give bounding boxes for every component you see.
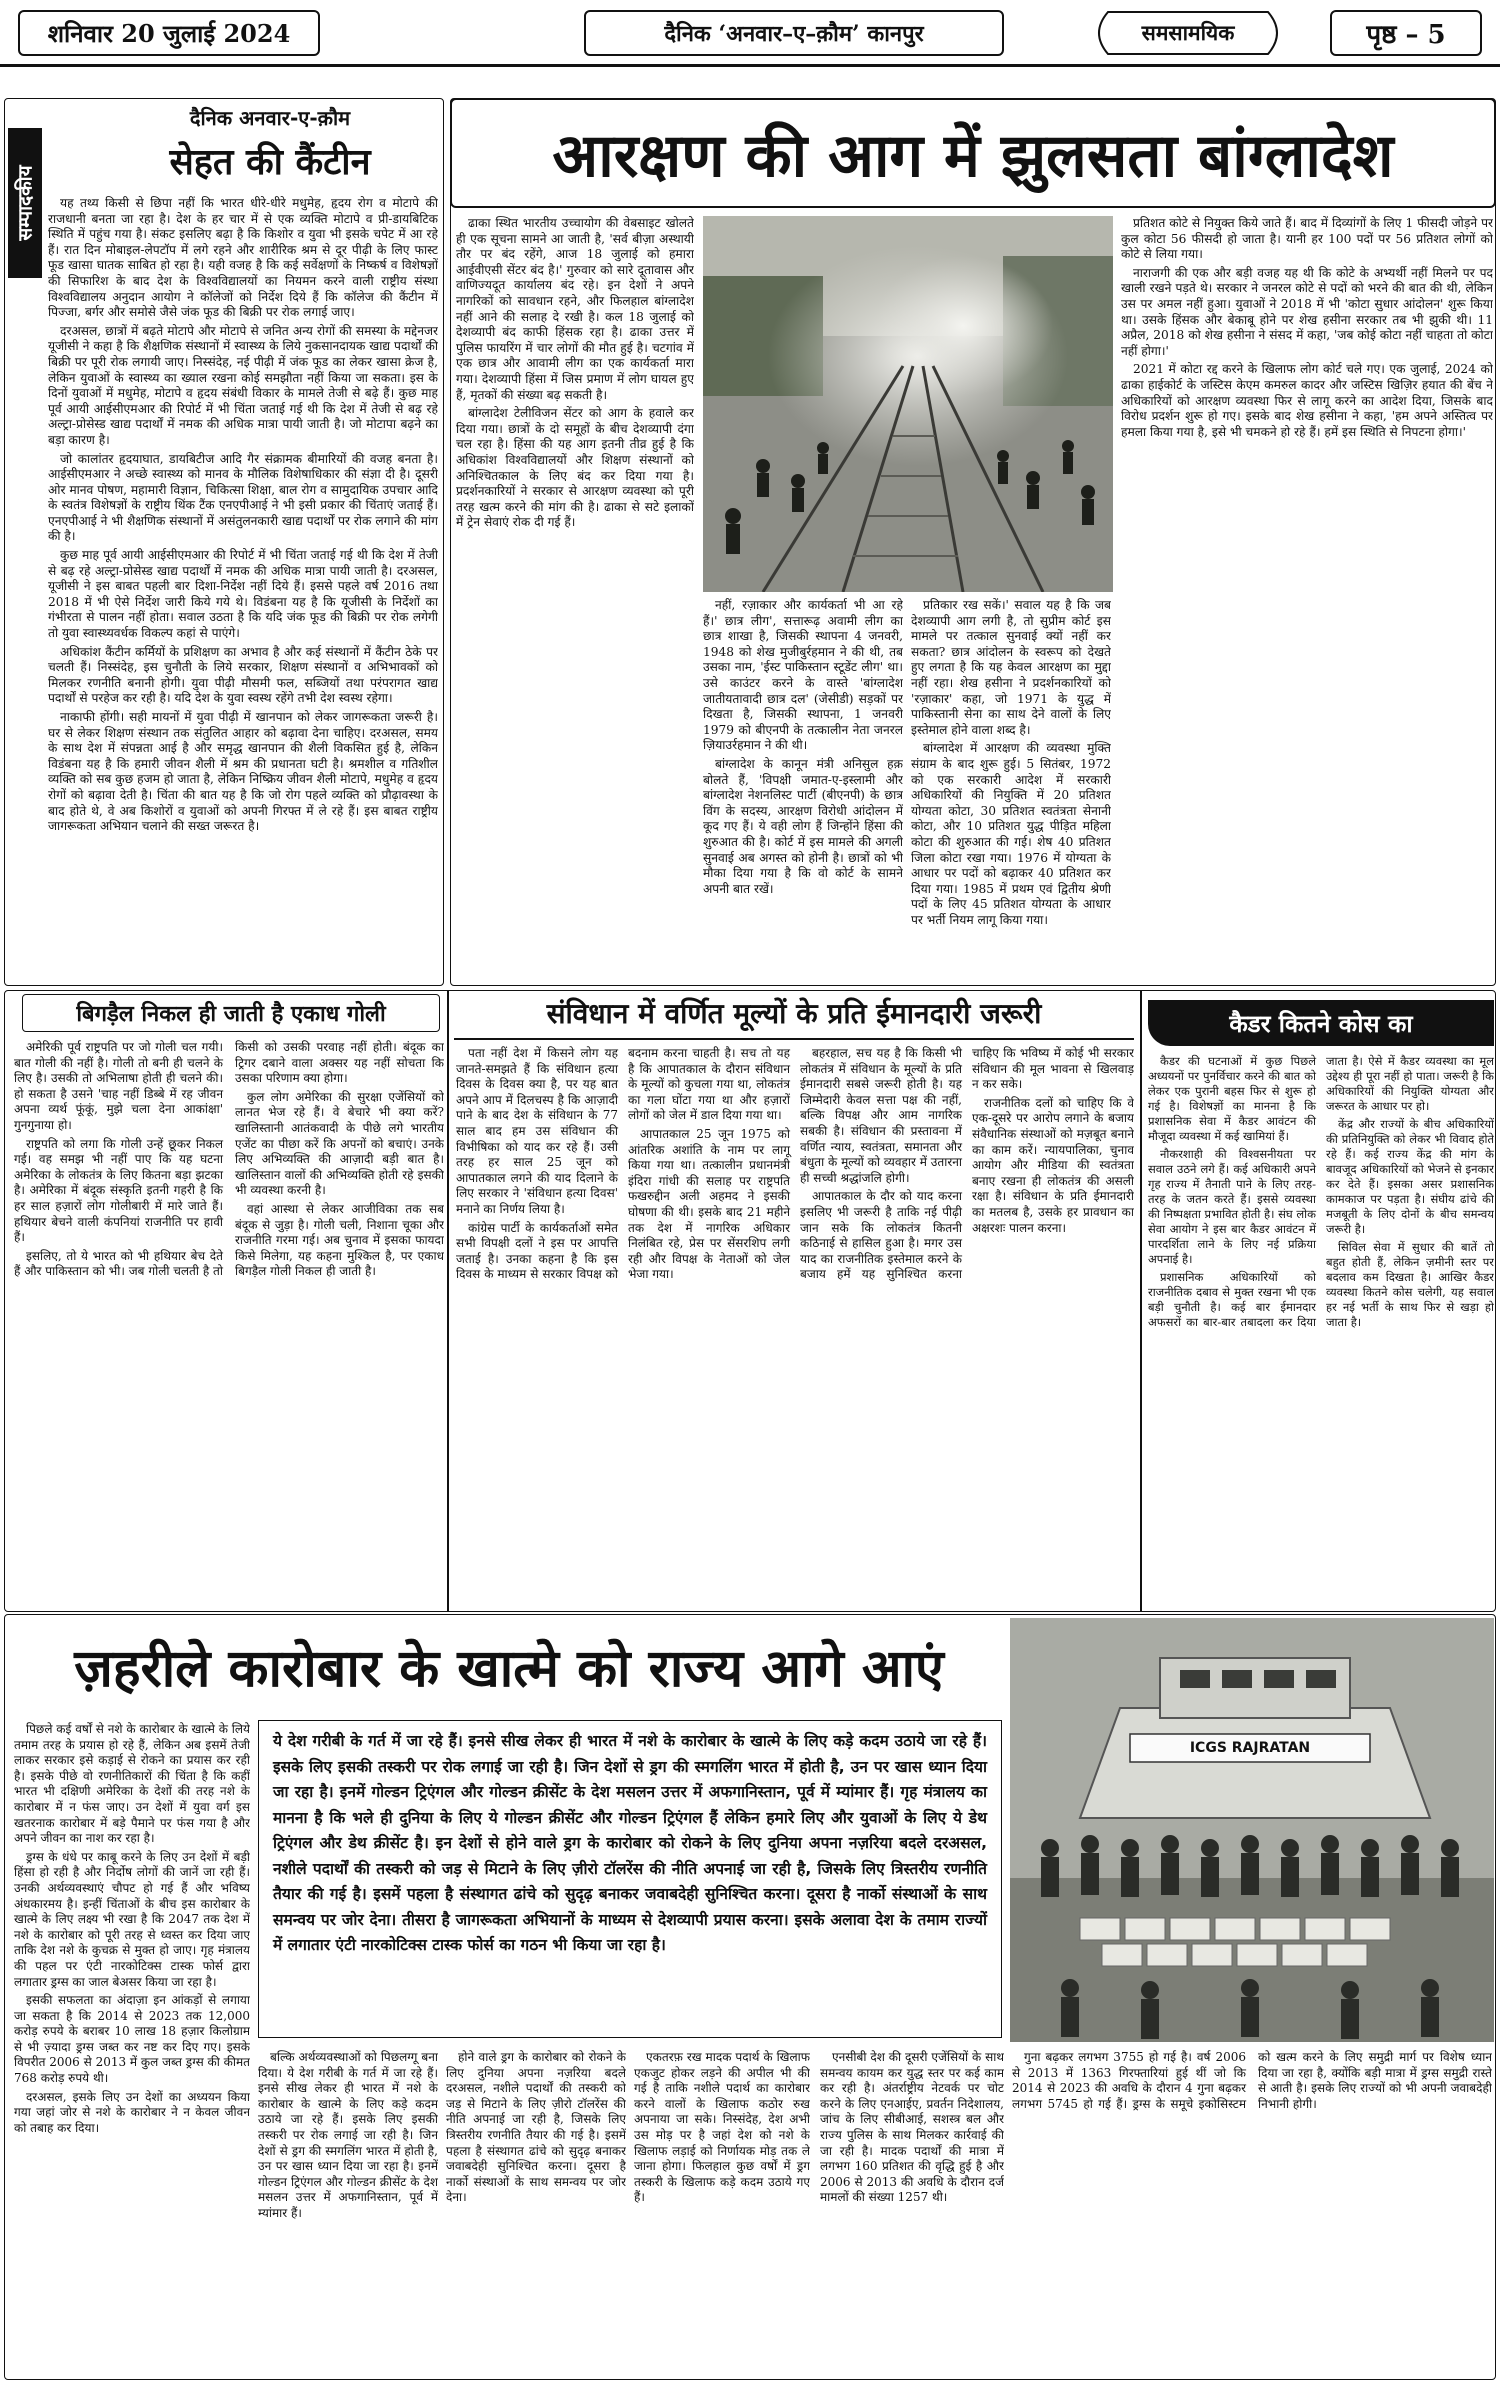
cadre-para: सिविल सेवा में सुधार की बातें तो बहुत होती हैं, लेकिन ज़मीनी स्तर पर बदलाव कम दिखता है। आखिर कैडर व्यवस्था कितने कोस चलेगी, यह सवाल हर नई भर्ती के साथ फिर से खड़ा हो जाता है। xyxy=(1326,1240,1494,1329)
cadre-para: केंद्र और राज्यों के बीच अधिकारियों की प्रतिनियुक्ति को लेकर भी विवाद होते रहे हैं। कई राज्य केंद्र की मांग के बावजूद अधिकारियों को भेजने से इनकार कर देते हैं। इसका असर प्रशासनिक कामकाज पर पड़ता है। संघीय ढांचे की मजबूती के लिए दोनों के बीच समन्वय जरूरी है। xyxy=(1326,1117,1494,1236)
lead-para: बांग्लादेश में आरक्षण की व्यवस्था मुक्ति संग्राम के बाद शुरू हुई। 5 सितंबर, 1972 को एक सरकारी आदेश में सरकारी अधिकारियों की नियुक्ति में 20 प्रतिशत योग्यता कोटा, 30 प्रतिशत स्वतंत्रता सेनानी कोटा, और 10 प्रतिशत युद्ध पीड़ित महिला कोटा की शुरुआत की गई। शेष 40 प्रतिशत जिला कोटा रखा गया। 1976 में योग्यता के आधार पर पदों को बढ़ाकर 40 प्रतिशत कर दिया गया। 1985 में प्रथम एवं द्वितीय श्रेणी पदों के लिए 45 प्रतिशत योग्यता के आधार पर भर्ती नियम लागू किया गया। xyxy=(911,741,1111,927)
bullet-para: राष्ट्रपति को लगा कि गोली उन्हें छूकर निकल गई। वह समझ भी नहीं पाए कि यह घटना अमेरिका के लोकतंत्र के लिए कितना बड़ा झटका है। अमेरिका में बंदूक संस्कृति इतनी गहरी है कि हर साल हज़ारों लोग गोलीबारी में मारे जाते हैं। हथियार बेचने वाली कंपनियां राजनीति पर हावी हैं। xyxy=(14,1136,223,1245)
section-label: समसामयिक xyxy=(1141,20,1235,45)
header-date: शनिवार 20 जुलाई 2024 xyxy=(18,10,320,56)
cadre-para: कैडर की घटनाओं में कुछ पिछले अध्ययनों पर पुनर्विचार करने की बात को लेकर एक पुरानी बहस फिर से शुरू हो गई है। विशेषज्ञों का मानना है कि प्रशासनिक सेवा में कैडर आवंटन की मौजूदा व्यवस्था में कई खामियां हैं। xyxy=(1148,1054,1316,1143)
editorial-para: यह तथ्य किसी से छिपा नहीं कि भारत धीरे-धीरे मधुमेह, हृदय रोग व मोटापे की राजधानी बनता जा रहा है। देश के हर चार में से एक व्यक्ति मोटापे व प्री-डायबिटिक स्थिति में पहुंच गया है। संकट इसलिए बढ़ा है कि किशोर व युवा भी इसके चपेट में आ रहे हैं। रात दिन मोबाइल-लेपटॉप में लगे रहने और शारीरिक श्रम से दूर पीढ़ी के लिए फास्ट फूड खासा घातक साबित हो रहा है। यही वजह है कि कई सर्वेक्षणों के निष्कर्ष व विशेषज्ञों की सिफारिश के बाद देश के विश्वविद्यालयों का नियमन करने वाली राष्ट्रीय संस्था विश्वविद्यालय अनुदान आयोग ने कॉलेजों को निर्देश दिये हैं कि कॉलेज की कैंटीन में पिज्जा, बर्गर और समोसे जैसे जंक फूड की बिक्री पर रोक लगाई जाए। xyxy=(48,196,438,320)
lead-para: बांग्लादेश के कानून मंत्री अनिसुल हक़ बोलते हैं, 'विपक्षी जमात-ए-इस्लामी और बांग्लादेश नेशनलिस्ट पार्टी (बीएनपी) के छात्र विंग के सदस्य, आरक्षण विरोधी आंदोलन में कूद गए हैं। ये वही लोग हैं जिन्होंने हिंसा की शुरुआत की है। कोर्ट में इस मामले की अगली सुनवाई अब अगस्त को होनी है। छात्रों को भी मौका दिया गया है कि वो कोर्ट के सामने अपनी बात रखें। xyxy=(703,756,903,896)
drugs-headline: ज़हरीले कारोबार के खात्मे को राज्य आगे आएं xyxy=(74,1638,944,1699)
header-section xyxy=(1088,10,1288,56)
drugs-para: एनसीबी देश की दूसरी एजेंसियों के साथ समन्वय कायम कर युद्ध स्तर पर कई काम कर रही है। अंतर्राष्ट्रीय नेटवर्क पर चोट करने के लिए एनआईए, प्रवर्तन निदेशालय, जांच के लिए सीबीआई, सशस्त्र बल और राज्य पुलिस के साथ मिलकर कार्रवाई की जा रही है। मादक पदार्थों की मात्रा में लगभग 160 प्रतिशत की वृद्धि हुई है और 2006 से 2013 की अवधि के दौरान दर्ज मामलों की संख्या 1257 थी। xyxy=(820,2050,1004,2205)
bullet-para: अमेरिकी पूर्व राष्ट्रपति पर जो गोली चल गयी। बात गोली की नहीं है। गोली तो बनी ही चलने के लिए है। उसकी तो अभिलाषा होती ही चलने की। हो सकता है उसने 'चाह नहीं डिब्बे में रह जीवन अपना व्यर्थ फूंकूं, मुझे चला देना आकांक्षा' गुनगुनाया हो। xyxy=(14,1040,223,1132)
editorial-title: सेहत की कैंटीन xyxy=(169,141,371,183)
lead-border xyxy=(450,98,1496,986)
lead-para: 2021 में कोटा रद्द करने के खिलाफ लोग कोर्ट चले गए। एक जुलाई, 2024 को ढाका हाईकोर्ट के जस्टिस केएम कमरुल कादर और जस्टिस खिज़िर हयात की बेंच ने अधिकारियों को आरक्षण व्यवस्था फिर से लागू करने का आदेश दिया, जिसके बाद विरोध प्रदर्शन शुरू हो गए। इसके बाद शेख हसीना ने कहा, 'हम अपने अस्तित्व पर हमला किया गया है, इसे भी चमकने हो रहे हैं। हमें इस स्थिति से निपटना होगा।' xyxy=(1121,362,1493,439)
drugs-para: इसकी सफलता का अंदाज़ा इन आंकड़ों से लगाया जा सकता है कि 2014 से 2023 तक 12,000 करोड़ रुपये के बराबर 10 लाख 18 हज़ार किलोग्राम से भी ज़्यादा ड्रग्स जब्त कर नष्ट कर दिए गए। इसके विपरीत 2006 से 2013 में कुल जब्त ड्रग्स की कीमत 768 करोड़ रुपये थी। xyxy=(14,1993,250,2086)
middle-divider-2 xyxy=(1140,990,1142,1612)
bullet-para: इसलिए, तो ये भारत को भी हथियार बेच देते हैं और पाकिस्तान को भी। जब गोली चलती है तो किसी को उसकी परवाह नहीं होती। बंदूक का ट्रिगर दबाने वाला अक्सर यह नहीं सोचता कि उसका परिणाम क्या होगा। xyxy=(14,1040,444,1279)
middle-row-border xyxy=(4,990,1496,1612)
drugs-para: ड्रग्स के धंधे पर काबू करने के लिए उन देशों में बड़ी हिंसा हो रही है और निर्दोष लोगों की जानें जा रही हैं। उनकी अर्थव्यवस्थाएं चौपट हो गई हैं और भविष्य अंधकारमय है। इन्हीं चिंताओं के बीच इस कारोबार के खात्मे के लिए लक्ष्य भी रखा है कि 2047 तक देश में नशे के कारोबार को पूरी तरह से ध्वस्त कर दिया जाए ताकि देश नशे के कुचक्र से मुक्त हो जाए। गृह मंत्रालय की पहल पर एंटी नारकोटिक्स टास्क फोर्स द्वारा लगातार ड्रग्स का जाल बेअसर किया जा रहा है। xyxy=(14,1849,250,1989)
drugs-para: दरअसल, इसके लिए उन देशों का अध्ययन किया गया जहां जोर से नशे के कारोबार ने न केवल जीवन को तबाह कर दिया। xyxy=(14,2089,250,2135)
drugs-para: होने वाले ड्रग के कारोबार को रोकने के लिए दुनिया अपना नज़रिया बदले दरअसल, नशीले पदार्थों की तस्करी को जड़ से मिटाने के लिए ज़ीरो टॉलरेंस की नीति अपनाई जा रही है, जिसके लिए त्रिस्तरीय रणनीति तैयार की गई है। इसमें पहला है संस्थागत ढांचे को सुदृढ़ बनाकर जवाबदेही सुनिश्चित करना। दूसरा है नार्को संस्थाओं के साथ समन्वय पर जोर देना। xyxy=(446,2050,626,2205)
editorial-kicker: दैनिक अनवार-ए-क़ौम xyxy=(189,106,351,130)
header-page: पृष्ठ – 5 xyxy=(1330,10,1482,56)
editorial-para: अधिकांश कैंटीन कर्मियों के प्रशिक्षण का अभाव है और कई संस्थानों में कैंटीन ठेके पर चलती हैं। निस्संदेह, इस चुनौती के लिये सरकार, शिक्षण संस्थानों व अभिभावकों को मिलकर रणनीति बनानी होगी। युवा पीढ़ी मौसमी फल, सब्जियों तथा परंपरागत खाद्य पदार्थों से परहेज कर रही है। यदि देश के युवा स्वस्थ रहेंगे तभी देश स्वस्थ रहेगा। xyxy=(48,644,438,706)
cadre-headline: कैडर कितने कोस का xyxy=(1148,1000,1494,1046)
editorial-para: नाकाफी होंगी। सही मायनों में युवा पीढ़ी में खानपान को लेकर जागरूकता जरूरी है। घर से लेकर शिक्षण संस्थान तक संतुलित आहार को बढ़ावा देना चाहिए। दरअसल, समय के साथ देश में संपन्नता आई है और समृद्ध खानपान की शैली विकसित हुई है, लेकिन विडंबना यह है कि हमारी जीवन शैली में श्रम की प्रधानता घटी है। श्रमशील व गतिशील व्यक्ति को सब कुछ हजम हो जाता है, लेकिन निष्क्रिय जीवन शैली मोटापे, मधुमेह व हृदय रोगों को बढ़ावा देती है। चिंता की बात यह है कि जो रोग पहले व्यक्ति को प्रौढ़ावस्था के बाद होते थे, वे अब किशोरों व युवाओं को अपनी गिरफ्त में ले रहे हैं। इस बाबत राष्ट्रीय जागरूकता अभियान चलाने की सख्त जरूरत है। xyxy=(48,710,438,834)
constitution-headline: संविधान में वर्णित मूल्यों के प्रति ईमानदारी जरूरी xyxy=(546,997,1042,1030)
editorial-para: दरअसल, छात्रों में बढ़ते मोटापे और मोटापे से जनित अन्य रोगों की समस्या के मद्देनजर यूजीसी ने कहा है कि शैक्षणिक संस्थानों में स्वास्थ्य के लिये नुकसानदायक खाद्य पदार्थों की बिक्री पर पूरी रोक लगायी जाए। निस्संदेह, नई पीढ़ी में जंक फूड का लेकर खासा क्रेज है, लेकिन युवाओं के स्वास्थ्य का ख्याल रखना कोई समझौता नहीं किया जा सकता। इस के दिनों युवाओं में मधुमेह, मोटापे व हृदय संबंधी विकार के मामले तेजी से बढ़े हैं। कुछ माह पूर्व आयी आईसीएमआर की रिपोर्ट में भी चिंता जताई गई थी कि देश में तेजी से बढ़ रहे अल्ट्रा-प्रोसेस्ड खाद्य पदार्थों में नमक की अधिक मात्रा पायी जाती है। जो मोटापा बढ़ने का बड़ा कारण है। xyxy=(48,323,438,447)
bullet-para: वहां आस्था से लेकर आजीविका तक सब बंदूक से जुड़ा है। गोली चली, निशाना चूका और राजनीति गरमा गई। अब चुनाव में इसका फायदा किसे मिलेगा, यह कहना मुश्किल है, पर एकाध बिगड़ैल गोली निकल ही जाती है। xyxy=(235,1201,444,1279)
constitution-para: पता नहीं देश में किसने लोग यह जानते-समझते हैं कि संविधान हत्या दिवस के दिवस क्या है, पर यह बात अपने आप में दिलचस्प है कि आज़ादी पाने के बाद देश के संविधान के 77 साल बाद हम उस संविधान की विभीषिका को याद कर रहे हैं। उसी तरह हर साल 25 जून को आपातकाल लगने की याद दिलाने के लिए सरकार ने 'संविधान हत्या दिवस' मनाने का निर्णय लिया है। xyxy=(456,1046,618,1216)
lead-para: ढाका स्थित भारतीय उच्चायोग की वेबसाइट खोलते ही एक सूचना सामने आ जाती है, 'सर्व बीज़ा अस्थायी तौर पर बंद रहेंगे, आज 18 जुलाई को हमारा आईवीएसी सेंटर बंद है।' गुरुवार को सारे दूतावास और वाणिज्यदूत कार्यालय बंद रहे। इन देशों ने अपने नागरिकों को सावधान रहने, और फिलहाल बांग्लादेश नहीं आने की सलाह दे रखी है। कल 18 जुलाई को देशव्यापी बंद काफी हिंसक रहा है। ढाका उत्तर में पुलिस फायरिंग में चार लोगों की मौत हुई है। चटगांव में एक छात्र और आवामी लीग का एक कार्यकर्ता मारा गया। देशव्यापी हिंसा में जिस प्रमाण में लोग घायल हुए हैं, मृतकों की संख्या बढ़ सकती है। xyxy=(456,216,694,402)
editorial-border xyxy=(4,98,444,986)
editorial-para: कुछ माह पूर्व आयी आईसीएमआर की रिपोर्ट में भी चिंता जताई गई थी कि देश में तेजी से बढ़ रहे अल्ट्रा-प्रोसेस्ड खाद्य पदार्थों में नमक की अधिक मात्रा पायी जाती है। दरअसल, यूजीसी ने इस बाबत पहली बार दिशा-निर्देश नहीं दिये हैं। इससे पहले वर्ष 2016 तथा 2018 में भी ऐसे निर्देश जारी किये गये थे। विडंबना यह है कि यूजीसी के निर्देशों का गंभीरता से पालन नहीं होता। सवाल उठता है कि यदि जंक फूड की बिक्री पर रोक लगेगी तो युवा स्वास्थ्यवर्धक विकल्प कहां से पाएंगे। xyxy=(48,548,438,641)
side-label: सम्पादकीय xyxy=(8,128,42,278)
drugs-para: गुना बढ़कर लगभग 3755 हो गई है। वर्ष 2006 से 2013 में 1363 गिरफ्तारियां हुई थीं जो कि 2014 से 2023 की अवधि के दौरान 4 गुना बढ़कर लगभग 5745 हो गई हैं। ड्रग्स के समूचे इकोसिस्टम को खत्म करने के लिए समुद्री मार्ग पर विशेष ध्यान दिया जा रहा है, क्योंकि बड़ी मात्रा में ड्रग्स समुद्री रास्ते से आती है। इसके लिए राज्यों को भी अपनी जवाबदेही निभानी होगी। xyxy=(1012,2050,1492,2111)
constitution-para: आपातकाल 25 जून 1975 को आंतरिक अशांति के नाम पर लागू किया गया था। तत्कालीन प्रधानमंत्री इंदिरा गांधी की सलाह पर राष्ट्रपति फखरुद्दीन अली अहमद ने इसकी घोषणा की थी। इसके बाद 21 महीने तक देश में नागरिक अधिकार निलंबित रहे, प्रेस पर सेंसरशिप लगी रही और विपक्ष के नेताओं को जेल भेजा गया। xyxy=(628,1126,790,1282)
constitution-para: बहरहाल, सच यह है कि किसी भी लोकतंत्र में संविधान के मूल्यों के प्रति ईमानदारी सबसे जरूरी होती है। यह जिम्मेदारी केवल सत्ता पक्ष की नहीं, बल्कि विपक्ष और आम नागरिक सबकी है। संविधान की प्रस्तावना में वर्णित न्याय, स्वतंत्रता, समानता और बंधुता के मूल्यों को व्यवहार में उतारना ही सच्ची श्रद्धांजलि होगी। xyxy=(800,1046,962,1185)
header-rule xyxy=(0,64,1500,67)
drugs-para: एकतरफ़ रख मादक पदार्थ के खिलाफ एकजुट होकर लड़ने की अपील भी की गई है ताकि नशीले पदार्थ का कारोबार करने वालों के खिलाफ कठोर रुख अपनाया जा सके। निस्संदेह, देश अभी उस मोड़ पर है जहां देश को नशे के खिलाफ लड़ाई को निर्णायक मोड़ तक ले जाना होगा। फिलहाल कुछ वर्षों में ड्रग तस्करी के खिलाफ कड़े कदम उठाये गए हैं। xyxy=(634,2050,810,2205)
lead-para: नाराजगी की एक और बड़ी वजह यह थी कि कोटे के अभ्यर्थी नहीं मिलने पर पद खाली रखने पड़ते थे। सरकार ने जनरल कोटे से पदों को भरने की बात की थी, लेकिन उस पर अमल नहीं हुआ। युवाओं ने 2018 में भी 'कोटा सुधार आंदोलन' शुरू किया था। उसके हिंसक और बेकाबू होने पर शेख हसीना सरकार तब भी झुकी थी। 11 अप्रैल, 2018 को शेख हसीना ने संसद में कहा, 'जब कोई कोटा नहीं चाहता तो कोटा नहीं होगा।' xyxy=(1121,265,1493,358)
header-paper: दैनिक ‘अनवार–ए–क़ौम’ कानपुर xyxy=(584,10,1004,56)
constitution-para: आपातकाल के दौर को याद करना इसलिए भी जरूरी है ताकि नई पीढ़ी जान सके कि लोकतंत्र कितनी कठिनाई से हासिल हुआ है। मगर उस याद का राजनीतिक इस्तेमाल करने के बजाय हमें यह सुनिश्चित करना चाहिए कि भविष्य में कोई भी सरकार संविधान की मूल भावना से खिलवाड़ न कर सके। xyxy=(800,1046,1134,1282)
drugs-pull-quote: ये देश गरीबी के गर्त में जा रहे हैं। इनसे सीख लेकर ही भारत में नशे के कारोबार के खात्मे के लिए कड़े कदम उठाये जा रहे हैं। इसके लिए इसकी तस्करी पर रोक लगाई जा रही है। जिन देशों से ड्रग की स्मगलिंग भारत में होती है, उन पर खास ध्यान दिया जा रहा है। इनमें गोल्डन ट्रिएंगल और गोल्डन क्रीसेंट के देश मसलन उत्तर में अफगानिस्तान, पूर्व में म्यांमार हैं। गृह मंत्रालय का मानना है कि भले ही दुनिया के लिए ये गोल्डन क्रीसेंट और गोल्डन ट्रिएंगल हैं लेकिन हमारे लिए और युवाओं के लिए ये डेथ ट्रिएंगल और डेथ क्रीसेंट है। इन देशों से होने वाले ड्रग के कारोबार को रोकने के लिए दुनिया अपना नज़रिया बदले दरअसल, नशीले पदार्थों की तस्करी को जड़ से मिटाने के लिए ज़ीरो टॉलरेंस की नीति अपनाई जा रही है, जिसके लिए त्रिस्तरीय रणनीति तैयार की गई है। इसमें पहला है संस्थागत ढांचे को सुदृढ़ बनाकर जवाबदेही सुनिश्चित करना। दूसरा है नार्को संस्थाओं के साथ समन्वय पर जोर देना। तीसरा है जागरूकता अभियानों के माध्यम से देशव्यापी प्रयास करना। इसके अलावा देश के तमाम राज्यों में लगातार एंटी नारकोटिक्स टास्क फोर्स का गठन भी किया जा रहा है। xyxy=(258,1720,1002,2038)
constitution-para: कांग्रेस पार्टी के कार्यकर्ताओं समेत सभी विपक्षी दलों ने इस पर आपत्ति जताई है। उनका कहना है कि इस दिवस के माध्यम से सरकार विपक्ष को बदनाम करना चाहती है। सच तो यह है कि आपातकाल के दौरान संविधान के मूल्यों को कुचला गया था, लोकतंत्र का गला घोंटा गया था और हज़ारों लोगों को जेल में डाल दिया गया था। xyxy=(456,1046,790,1282)
cadre-para: नौकरशाही की विश्वसनीयता पर सवाल उठने लगे हैं। कई अधिकारी अपने गृह राज्य में तैनाती पाने के लिए तरह-तरह के जतन करते हैं। इससे व्यवस्था की निष्पक्षता प्रभावित होती है। संघ लोक सेवा आयोग ने इस बार कैडर आवंटन में पारदर्शिता लाने के लिए नई प्रक्रिया अपनाई है। xyxy=(1148,1147,1316,1266)
bullet-headline-box: बिगड़ैल निकल ही जाती है एकाध गोली xyxy=(22,994,440,1032)
bottom-border xyxy=(4,1614,1496,2380)
cadre-para: प्रशासनिक अधिकारियों को राजनीतिक दबाव से मुक्त रखना भी एक बड़ी चुनौती है। कई बार ईमानदार अफसरों का बार-बार तबादला कर दिया जाता है। ऐसे में कैडर व्यवस्था का मूल उद्देश्य ही पूरा नहीं हो पाता। जरूरी है कि अधिकारियों की नियुक्ति योग्यता और जरूरत के आधार पर हो। xyxy=(1148,1054,1494,1329)
middle-divider-1 xyxy=(447,990,449,1612)
editorial-para: जो कालांतर हृदयाघात, डायबिटीज आदि गैर संक्रामक बीमारियों की वजह बनता है। आईसीएमआर ने अच्छे स्वास्थ्य को मानव के मौलिक विशेषाधिकार की संज्ञा दी है। दूसरी ओर मानव पोषण, महामारी विज्ञान, चिकित्सा शिक्षा, बाल रोग व सामुदायिक उपचार आदि के स्वतंत्र विशेषज्ञों के राष्ट्रीय थिंक टैंक एनएपीआई ने भी इसी प्रकार की चिंताएं जताई हैं। एनएपीआई ने भी शैक्षणिक संस्थानों में असंतुलनकारी खाद्य पदार्थों पर रोक लगाने की मांग की है। xyxy=(48,451,438,544)
lead-para: नहीं, रज़ाकार और कार्यकर्ता भी आ रहे हैं।' छात्र लीग', सत्तारूढ़ अवामी लीग का छात्र शाखा है, जिसकी स्थापना 4 जनवरी, 1948 को शेख मुजीबुर्रहमान ने की थी, तब उसका नाम, 'ईस्ट पाकिस्तान स्टूडेंट लीग' था। उसे काउंटर करने के वास्ते 'बांग्लादेश जातीयतावादी छात्र दल' (जेसीडी) सड़कों पर दिखता है, जिसकी स्थापना, 1 जनवरी 1979 को बीएनपी के तत्कालीन नेता जनरल ज़ियाउर्रहमान ने की थी। xyxy=(703,598,903,753)
lead-para: प्रतिकार रख सकें।' सवाल यह है कि जब देशव्यापी आग लगी है, तो सुप्रीम कोर्ट इस मामले पर तत्काल सुनवाई क्यों नहीं कर सकता? छात्र आंदोलन के स्वरूप को देखते हुए लगता है कि यह केवल आरक्षण का मुद्दा नहीं रहा। शेख हसीना ने प्रदर्शनकारियों को 'रज़ाकार' कहा, जो 1971 के युद्ध में पाकिस्तानी सेना का साथ देने वालों के लिए इस्तेमाल होने वाला शब्द है। xyxy=(911,598,1111,737)
lead-para: बांग्लादेश टेलीविजन सेंटर को आग के हवाले कर दिया गया। छात्रों के दो समूहों के बीच देशव्यापी दंगा चल रहा है। हिंसा की यह आग इतनी तीव्र हुई है कि अधिकांश विश्वविद्यालयों और शिक्षण संस्थानों को अनिश्चितकाल के लिए बंद कर दिया गया है। प्रदर्शनकारियों ने सरकार से आरक्षण व्यवस्था को पूरी तरह खत्म करने की मांग की है। ढाका से सटे इलाकों में ट्रेन सेवाएं रोक दी गई हैं। xyxy=(456,406,694,530)
ship-label: ICGS RAJRATAN xyxy=(1189,1740,1311,1756)
lead-para: प्रतिशत कोटे से नियुक्त किये जाते हैं। बाद में दिव्यांगों के लिए 1 फीसदी जोड़ने पर कुल कोटा 56 फीसदी हो जाता है। यानी हर 100 पदों पर 56 प्रतिशत लोगों को कोटे से लिया गया। xyxy=(1121,216,1493,262)
drugs-para: बल्कि अर्थव्यवस्थाओं को पिछलग्गू बना दिया। ये देश गरीबी के गर्त में जा रहे हैं। इनसे सीख लेकर ही भारत में नशे के कारोबार के खात्मे के लिए कड़े कदम उठाये जा रहे हैं। इसके लिए इसकी तस्करी पर रोक लगाई जा रही है। जिन देशों से ड्रग की स्मगलिंग भारत में होती है, उन पर खास ध्यान दिया जा रहा है। इनमें गोल्डन ट्रिएंगल और गोल्डन क्रीसेंट के देश मसलन उत्तर में अफगानिस्तान, पूर्व में म्यांमार हैं। xyxy=(258,2050,438,2220)
constitution-para: राजनीतिक दलों को चाहिए कि वे एक-दूसरे पर आरोप लगाने के बजाय संवैधानिक संस्थाओं को मज़बूत बनाने का काम करें। न्यायपालिका, चुनाव आयोग और मीडिया की स्वतंत्रता बनाए रखना ही लोकतंत्र की असली रक्षा है। संविधान के प्रति ईमानदारी का मतलब है, उसके हर प्रावधान का अक्षरशः पालन करना। xyxy=(972,1095,1134,1235)
lead-headline: आरक्षण की आग में झुलसता बांग्लादेश xyxy=(552,121,1394,191)
bullet-para: कुल लोग अमेरिका की सुरक्षा एजेंसियों को लानत भेज रहे हैं। वे बेचारे भी क्या करें? खालिस्तानी आतंकवादी के पीछे लगे भारतीय एजेंट का पीछा करें कि अपनों को बचाएं। उनके लिए अभिव्यक्ति की आज़ादी बड़ी बात है। खालिस्तान वालों की अभिव्यक्ति होती रहे इसकी भी व्यवस्था करनी है। xyxy=(235,1089,444,1198)
drugs-para: पिछले कई वर्षों से नशे के कारोबार के खात्मे के लिये तमाम तरह के प्रयास हो रहे हैं, लेकिन अब इसमें तेजी लाकर सरकार इसे कड़ाई से रोकने का प्रयास कर रही है। इसके पीछे वो रणनीतिकारों की चिंता है कि कहीं भारत भी दक्षिणी अमेरिका के देशों की तरह नशे के कारोबार में न फंस जाए। उन देशों में युवा वर्ग इस खतरनाक कारोबार में बड़े पैमाने पर फंस गया है और अपने जीवन का नाश कर रहा है। xyxy=(14,1722,250,1846)
